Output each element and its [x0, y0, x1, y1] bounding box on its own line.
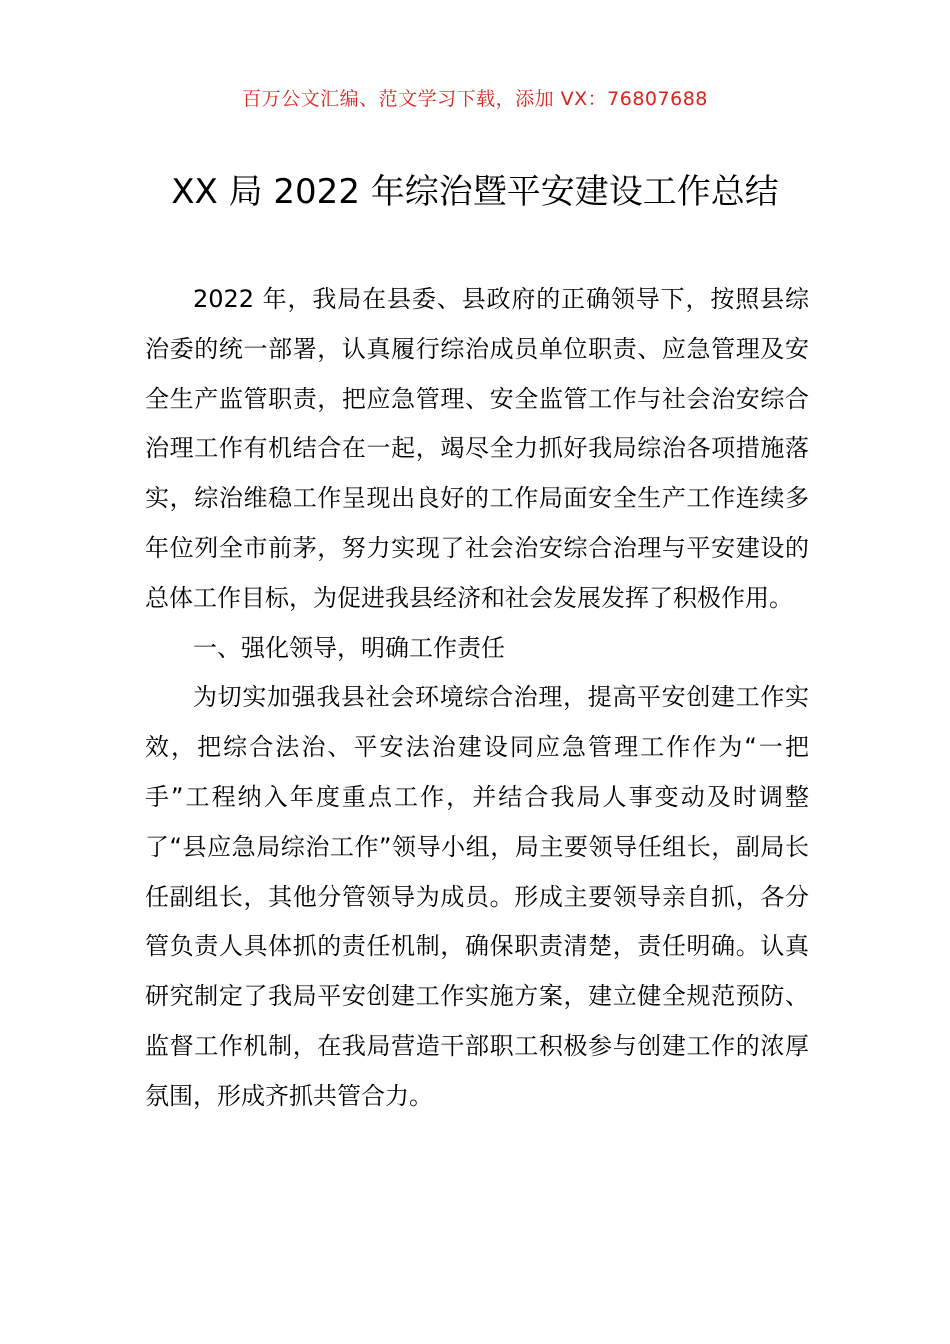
header-note: 百万公文汇编、范文学习下载，添加 VX：76807688 [242, 88, 708, 110]
document-title: XX 局 2022 年综治暨平安建设工作总结 [171, 172, 779, 212]
document-body [145, 275, 809, 1122]
paragraph-section-1: 为切实加强我县社会环境综合治理，提高平安创建工作实效，把综合法治、平安法治建设同应急管理工作作为“一把手”工程纳入年度重点工作，并结合我局人事变动及时调整了“县应急局综治工作”领导小组，局主要领导任组长，副局长任副组长，其他分管领导为成员。形成主要领导亲自抓，各分管负责人具体抓的责任机制，确保职责清楚，责任明确。认真研究制定了我局平安创建工作实施方案，建立健全规范预防、监督工作机制，在我局营造干部职工积极参与创建工作的浓厚氛围，形成齐抓共管合力。 [145, 683, 809, 1110]
paragraph-intro: 2022 年，我局在县委、县政府的正确领导下，按照县综治委的统一部署，认真履行综治成员单位职责、应急管理及安全生产监管职责，把应急管理、安全监管工作与社会治安综合治理工作有机结合在一起，竭尽全力抓好我局综治各项措施落实，综治维稳工作呈现出良好的工作局面安全生产工作连续多年位列全市前茅，努力实现了社会治安综合治理与平安建设的总体工作目标，为促进我县经济和社会发展发挥了积极作用。 [145, 285, 809, 612]
section-heading-1: 一、强化领导，明确工作责任 [193, 633, 505, 662]
